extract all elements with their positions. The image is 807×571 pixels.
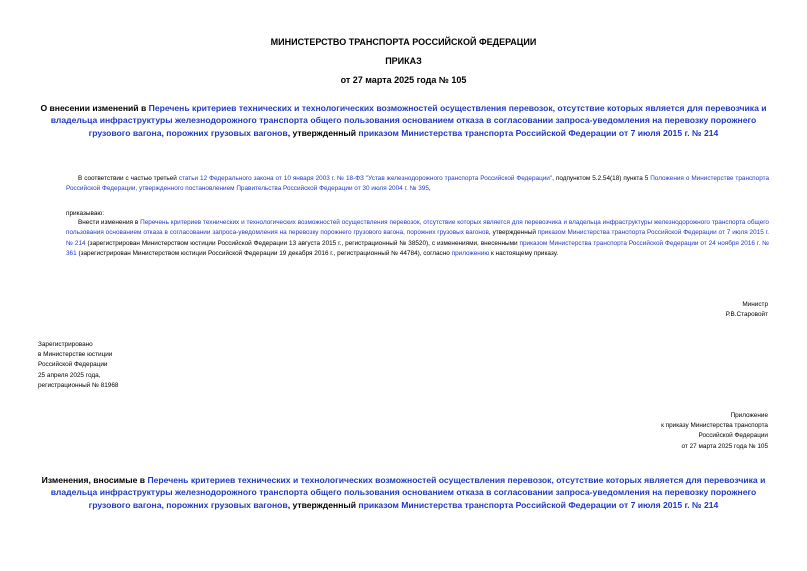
body-text-1: Внести изменения в xyxy=(78,219,141,226)
appendix-ref-line: Российской Федерации xyxy=(698,432,768,440)
registration-line: Зарегистрировано xyxy=(38,341,93,348)
appendix-ref-line: от 27 марта 2025 года № 105 xyxy=(681,442,768,450)
registration-line: в Министерстве юстиции xyxy=(38,351,113,359)
body-text-4: (зарегистрирован Министерством юстиции Российской Федерации 19 декабря 2016 г., регистрационный № 44784), согласно xyxy=(76,250,452,258)
appendix-title-link-list[interactable]: Перечень критериев технических и технологических возможностей осуществления перевозок, отсутствие которых является для перевозчика и владельца инфраструктуры железнодорожного транспорта общего пользования основанием отказа в согласовании запроса-уведомления на перевозку порожнего грузового вагона, порожних грузовых вагонов xyxy=(50,475,766,510)
appendix-reference-block xyxy=(500,411,768,452)
body-link-order-214[interactable]: приказом Министерства транспорта Российской Федерации от 7 июля 2015 г. № 214 xyxy=(66,229,769,247)
registration-block xyxy=(38,340,338,391)
body-text-2: , утвержденный xyxy=(488,229,538,237)
appendix-ref-line: к приказу Министерства транспорта xyxy=(661,422,768,430)
title-prefix: О внесении изменений в xyxy=(40,103,149,113)
body-text-3: (зарегистрирован Министерством юстиции Российской Федерации 13 августа 2015 г., регистрационный № 38520), с изменениями, внесенными xyxy=(85,239,520,247)
order-title xyxy=(40,102,767,139)
registration-line: 25 апреля 2025 года, xyxy=(38,371,101,379)
order-word: приказываю: xyxy=(66,210,104,217)
body-link-appendix[interactable]: приложению xyxy=(451,250,490,258)
body-paragraph xyxy=(66,218,769,260)
title-link-order-214[interactable]: приказом Министерства транспорта Российской Федерации от 7 июля 2015 г. № 214 xyxy=(358,127,719,138)
ministry-heading: МИНИСТЕРСТВО ТРАНСПОРТА РОССИЙСКОЙ ФЕДЕРАЦИИ xyxy=(270,37,537,47)
appendix-title-prefix: Изменения, вносимые в xyxy=(41,475,148,485)
appendix-title xyxy=(40,474,767,511)
title-link-list[interactable]: Перечень критериев технических и технологических возможностей осуществления перевозок, отсутствие которых является для перевозчика и владельца инфраструктуры железнодорожного транспорта общего пользования основанием отказа в согласовании запроса-уведомления на перевозку порожнего грузового вагона, порожних грузовых вагонов xyxy=(50,103,767,138)
preamble-text-3: , xyxy=(428,185,431,193)
order-date-number: от 27 марта 2025 года № 105 xyxy=(340,75,467,85)
appendix-ref-line: Приложение xyxy=(730,412,768,419)
preamble-link-federal-law[interactable]: статьи 12 Федерального закона от 10 января 2003 г. № 18-ФЗ "Устав железнодорожного транспорта Российской Федерации" xyxy=(178,175,553,182)
title-middle: , утвержденный xyxy=(287,127,359,138)
appendix-title-link-order-214[interactable]: приказом Министерства транспорта Российской Федерации от 7 июля 2015 г. № 214 xyxy=(358,499,719,510)
body-link-list[interactable]: Перечень критериев технических и технологических возможностей осуществления перевозок, отсутствие которых является для перевозчика и владельца инфраструктуры железнодорожного транспорта общего пользования основанием отказа в согласовании запроса-уведомления на перевозку порожнего грузового вагона, порожних грузовых вагонов xyxy=(66,219,769,237)
preamble-link-regulation[interactable]: Положения о Министерстве транспорта Российской Федерации, утвержденного постановлением Правительства Российской Федерации от 30 июля 2004 г. № 395 xyxy=(66,175,770,193)
appendix-title-middle: , утвержденный xyxy=(287,499,359,510)
signature-block xyxy=(560,300,768,320)
preamble-text-2: , подпунктом 5.2.54(18) пункта 5 xyxy=(552,175,651,182)
registration-line: Российской Федерации xyxy=(38,361,108,369)
signature-name: Р.В.Старовойт xyxy=(725,311,768,319)
body-text-5: к настоящему приказу. xyxy=(489,250,559,258)
signature-position: Министр xyxy=(742,301,768,308)
body-link-order-361[interactable]: приказом Министерства транспорта Российской Федерации от 24 ноября 2016 г. № 361 xyxy=(66,239,769,258)
doc-type-heading: ПРИКАЗ xyxy=(385,56,422,66)
registration-line: регистрационный № 81968 xyxy=(38,381,119,389)
preamble-text-1: В соответствии с частью третьей xyxy=(78,175,179,182)
preamble-paragraph xyxy=(66,174,769,195)
